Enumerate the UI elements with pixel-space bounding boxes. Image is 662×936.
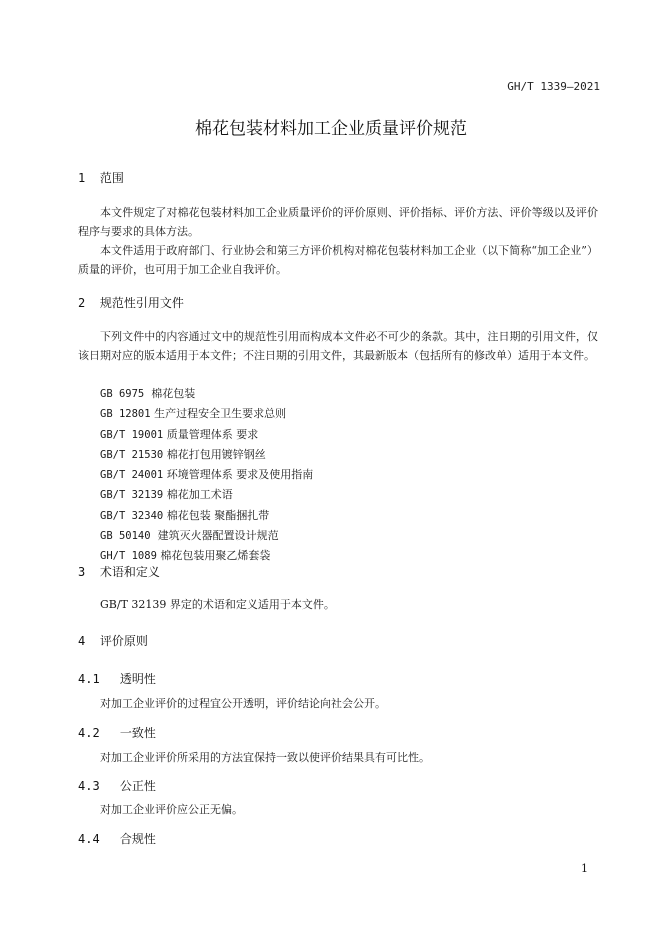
references-intro-paragraph: 下列文件中的内容通过文中的规范性引用而构成本文件必不可少的条款。其中，注日期的引用文件，仅该日期对应的版本适用于本文件；不注日期的引用文件，其最新版本（包括所有的修改单）适用于本文件。 bbox=[78, 330, 598, 362]
reference-item: GB/T 19001 质量管理体系 要求 bbox=[100, 427, 259, 441]
section-1-heading bbox=[78, 169, 124, 186]
section-3-heading bbox=[78, 563, 160, 580]
section-title: 术语和定义 bbox=[99, 565, 160, 579]
subsection-title: 一致性 bbox=[119, 726, 156, 740]
subsection-title: 透明性 bbox=[119, 672, 156, 686]
section-number: 2 bbox=[78, 296, 86, 310]
subsection-4-4-heading bbox=[78, 830, 156, 847]
subsection-number: 4.3 bbox=[78, 779, 100, 793]
transparency-paragraph: 对加工企业评价的过程宜公开透明，评价结论向社会公开。 bbox=[100, 697, 386, 710]
section-number: 3 bbox=[78, 565, 86, 579]
reference-item: GB/T 24001 环境管理体系 要求及使用指南 bbox=[100, 468, 314, 482]
consistency-paragraph: 对加工企业评价所采用的方法宜保持一致以使评价结果具有可比性。 bbox=[100, 751, 430, 764]
section-title: 范围 bbox=[99, 171, 124, 185]
reference-list bbox=[100, 384, 313, 567]
section-2-heading bbox=[78, 294, 184, 311]
reference-item: GB/T 32139 棉花加工术语 bbox=[100, 488, 233, 502]
impartiality-paragraph: 对加工企业评价应公正无偏。 bbox=[100, 803, 243, 816]
reference-item: GB 6975 棉花包装 bbox=[100, 387, 196, 400]
standard-number: GH/T 1339—2021 bbox=[507, 80, 600, 93]
section-title: 评价原则 bbox=[99, 634, 148, 648]
reference-item: GH/T 1089 棉花包装用聚乙烯套袋 bbox=[100, 549, 271, 563]
subsection-4-1-heading bbox=[78, 670, 156, 687]
subsection-number: 4.1 bbox=[78, 672, 100, 686]
section-4-heading bbox=[78, 632, 148, 649]
subsection-4-2-heading bbox=[78, 724, 156, 741]
scope-paragraph-2: 本文件适用于政府部门、行业协会和第三方评价机构对棉花包装材料加工企业（以下简称“加工企业”）质量的评价，也可用于加工企业自我评价。 bbox=[78, 244, 598, 276]
section-number: 4 bbox=[78, 634, 86, 648]
subsection-4-3-heading bbox=[78, 777, 156, 794]
reference-item: GB 12801 生产过程安全卫生要求总则 bbox=[100, 407, 287, 421]
subsection-title: 公正性 bbox=[119, 779, 156, 793]
reference-item: GB/T 21530 棉花打包用镀锌钢丝 bbox=[100, 447, 266, 461]
reference-item: GB/T 32340 棉花包装 聚酯捆扎带 bbox=[100, 508, 270, 522]
subsection-number: 4.4 bbox=[78, 832, 100, 846]
terms-paragraph: GB/T 32139 界定的术语和定义适用于本文件。 bbox=[100, 598, 335, 611]
page-number: 1 bbox=[581, 862, 588, 875]
reference-item: GB 50140 建筑灭火器配置设计规范 bbox=[100, 529, 279, 543]
scope-paragraph-1: 本文件规定了对棉花包装材料加工企业质量评价的评价原则、评价指标、评价方法、评价等级以及评价程序与要求的具体方法。 bbox=[78, 206, 598, 238]
document-title: 棉花包装材料加工企业质量评价规范 bbox=[195, 119, 467, 139]
section-title: 规范性引用文件 bbox=[99, 296, 184, 310]
section-number: 1 bbox=[78, 171, 86, 185]
subsection-number: 4.2 bbox=[78, 726, 100, 740]
subsection-title: 合规性 bbox=[119, 832, 156, 846]
